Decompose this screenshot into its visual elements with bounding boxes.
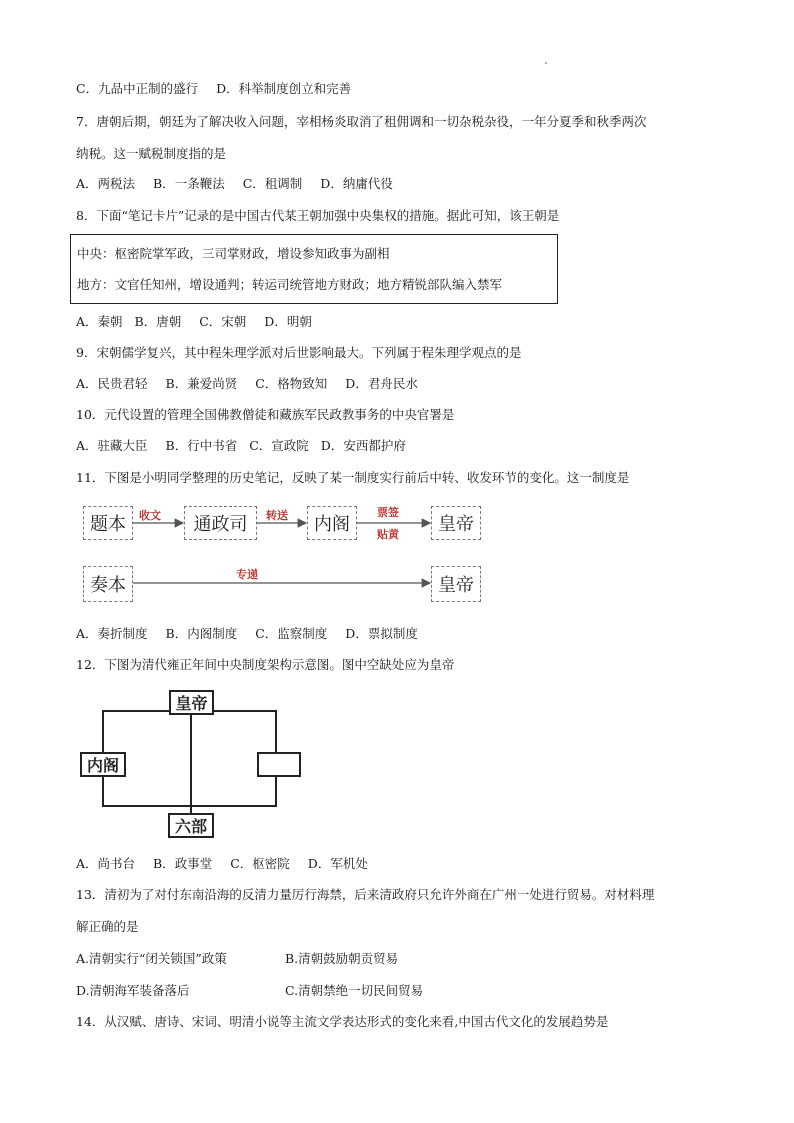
q10-stem: 10．元代设置的管理全国佛教僧徒和藏族军民政教事务的中央官署是 <box>76 407 455 422</box>
q9-option-a[interactable]: A．民贵君轻 <box>76 376 148 391</box>
q7-option-a[interactable]: A．两税法 <box>76 176 136 191</box>
box-huangdi-2: 皇帝 <box>431 566 481 602</box>
q13-option-b[interactable]: B.清朝鼓励朝贡贸易 <box>285 951 399 966</box>
q7-option-c[interactable]: C．租调制 <box>242 176 303 191</box>
label-zhuansong-direct: 专递 <box>236 568 258 581</box>
q9-option-b[interactable]: B．兼爱尚贤 <box>165 376 238 391</box>
q11-option-a[interactable]: A．奏折制度 <box>76 626 148 641</box>
q6-option-c[interactable]: C．九品中正制的盛行 <box>76 81 199 96</box>
q13-stem-line2: 解正确的是 <box>76 919 139 934</box>
q9-option-c[interactable]: C．格物致知 <box>255 376 328 391</box>
box-tongzhengsi: 通政司 <box>184 506 257 540</box>
q12-stem: 12．下图为清代雍正年间中央制度架构示意图。图中空缺处应为皇帝 <box>76 657 455 672</box>
q8-option-d[interactable]: D．明朝 <box>264 314 312 329</box>
q8-option-a[interactable]: A．秦朝 <box>76 314 123 329</box>
q13-options-row2 <box>76 982 423 1000</box>
q8-stem: 8．下面“笔记卡片”记录的是中国古代某王朝加强中央集权的措施。据此可知，该王朝是 <box>76 208 560 223</box>
q12-option-d[interactable]: D．军机处 <box>307 856 368 871</box>
q8-card-line1: 中央：枢密院掌军政，三司掌财政，增设参知政事为副相 <box>77 246 390 261</box>
box-huangdi-1: 皇帝 <box>431 506 481 540</box>
q10-option-a[interactable]: A．驻藏大臣 <box>76 438 148 453</box>
q10-option-c[interactable]: C．宣政院 <box>249 438 309 453</box>
q13-stem-line1: 13．清初为了对付东南沿海的反清力量厉行海禁，后来清政府只允许外商在广州一处进行贸易。对材料理 <box>76 887 655 902</box>
q12-option-c[interactable]: C．枢密院 <box>230 856 290 871</box>
org-liubu: 六部 <box>168 813 214 838</box>
q7-option-b[interactable]: B．一条鞭法 <box>153 176 225 191</box>
org-blank <box>257 752 301 777</box>
q13-option-d[interactable]: D.清朝海军装备落后 <box>76 983 190 998</box>
q11-option-b[interactable]: B．内阁制度 <box>165 626 238 641</box>
q13-option-c[interactable]: C.清朝禁绝一切民间贸易 <box>285 983 424 998</box>
box-zouben: 奏本 <box>83 566 133 602</box>
q14-stem: 14．从汉赋、唐诗、宋词、明清小说等主流文学表达形式的变化来看,中国古代文化的发展趋势是 <box>76 1014 609 1029</box>
q9-stem: 9．宋朝儒学复兴，其中程朱理学派对后世影响最大。下列属于程朱理学观点的是 <box>76 345 522 360</box>
q8-card-line2: 地方：文官任知州，增设通判；转运司统管地方财政；地方精锐部队编入禁军 <box>77 277 503 292</box>
q11-option-c[interactable]: C．监察制度 <box>255 626 328 641</box>
q12-options <box>76 855 368 873</box>
q9-option-d[interactable]: D．君舟民水 <box>345 376 418 391</box>
q7-stem-line2: 纳税。这一赋税制度指的是 <box>76 146 227 161</box>
q12-option-b[interactable]: B．政事堂 <box>153 856 213 871</box>
q10-option-d[interactable]: D．安西都护府 <box>320 438 406 453</box>
q6-option-d[interactable]: D．科举制度创立和完善 <box>216 81 352 96</box>
q12-frame <box>103 711 276 806</box>
q7-option-d[interactable]: D．纳庸代役 <box>320 176 393 191</box>
box-neige: 内阁 <box>307 506 357 540</box>
label-tiehuang: 贴黄 <box>377 528 399 541</box>
box-tiben: 题本 <box>83 506 133 540</box>
q11-stem: 11．下图是小明同学整理的历史笔记，反映了某一制度实行前后中转、收发环节的变化。这一制度是 <box>76 470 630 485</box>
q11-option-d[interactable]: D．票拟制度 <box>345 626 418 641</box>
label-zhuansong: 转送 <box>266 509 288 522</box>
q8-option-c[interactable]: C．宋朝 <box>199 314 247 329</box>
q10-option-b[interactable]: B．行中书省 <box>165 438 238 453</box>
org-huangdi: 皇帝 <box>169 690 214 715</box>
q13-options-row1 <box>76 950 398 968</box>
q13-option-a[interactable]: A.清朝实行“闭关锁国”政策 <box>76 951 227 966</box>
q7-stem-line1: 7．唐朝后期，朝廷为了解决收入问题，宰相杨炎取消了租佣调和一切杂税杂役，一年分夏季和秋季两次 <box>76 114 647 129</box>
q8-option-b[interactable]: B．唐朝 <box>134 314 182 329</box>
org-neige: 内阁 <box>80 752 126 777</box>
label-shouwen: 收文 <box>139 509 161 522</box>
label-piaoqian: 票签 <box>377 506 399 519</box>
q12-option-a[interactable]: A．尚书台 <box>76 856 136 871</box>
